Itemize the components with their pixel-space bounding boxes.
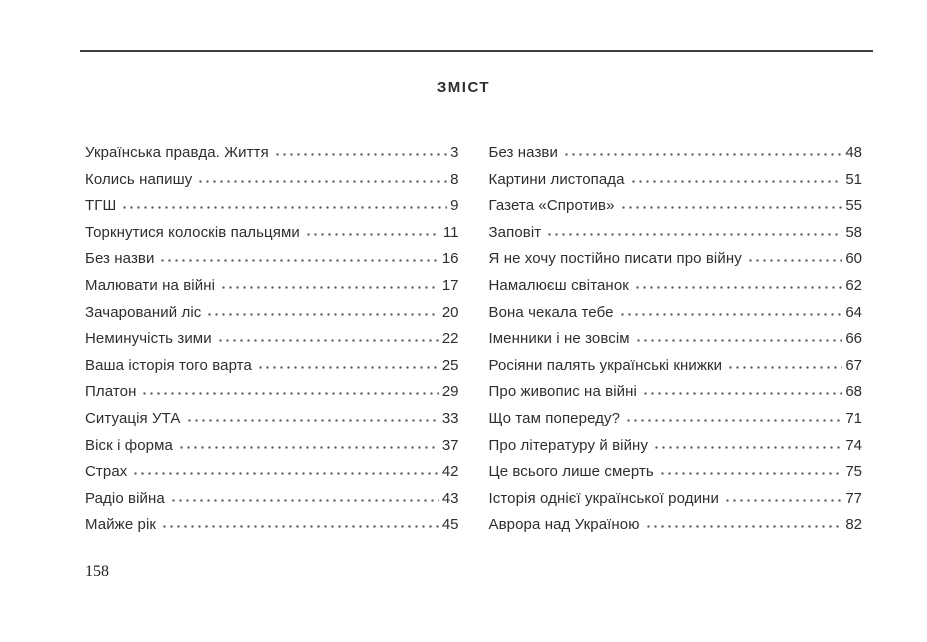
toc-entry-page: 55 <box>845 197 862 215</box>
toc-entry-page: 37 <box>441 436 459 454</box>
toc-entry-title: Малювати на війні <box>85 276 216 294</box>
dot-leader <box>159 258 438 263</box>
toc-entry-page: 3 <box>450 144 459 161</box>
toc-entry-page: 67 <box>845 356 862 374</box>
toc-entry-title: Заповіт <box>488 223 542 241</box>
dot-leader <box>653 445 842 450</box>
toc-entry <box>85 353 459 380</box>
toc-entry-page: 68 <box>845 383 862 401</box>
toc-entry <box>489 486 863 513</box>
dot-leader <box>206 312 438 317</box>
toc-entry-title: Неминучість зими <box>85 330 212 348</box>
toc-entry-title: Без назви <box>85 250 155 268</box>
toc-entry-title: Намалюєш світанок <box>488 276 629 294</box>
toc-entry-title: Ваша історія того варта <box>85 356 252 374</box>
toc-entry-title: Колись напишу <box>85 170 193 188</box>
toc-entry-title: Віск і форма <box>85 436 173 454</box>
dot-leader <box>635 338 843 343</box>
toc-entry-page: 11 <box>442 223 459 241</box>
toc-column-left <box>85 140 459 539</box>
toc-entry <box>85 246 459 273</box>
toc-entry <box>489 379 863 406</box>
dot-leader <box>274 152 447 157</box>
dot-leader <box>645 524 843 529</box>
dot-leader <box>659 471 842 476</box>
toc-entry-title: Без назви <box>488 144 558 161</box>
toc-entry <box>85 193 459 220</box>
toc-column-right <box>489 140 863 539</box>
toc-entry-title: Про літературу й війну <box>488 436 649 454</box>
toc-entry <box>489 300 863 327</box>
toc-entry-page: 16 <box>441 250 459 268</box>
dot-leader <box>121 205 447 210</box>
toc-entry-page: 64 <box>845 303 862 321</box>
toc-entry-title: Платон <box>85 383 137 401</box>
toc-entry-page: 62 <box>845 276 862 294</box>
toc-entry <box>85 167 459 194</box>
toc-entry <box>85 326 459 353</box>
toc-entry-title: Що там попереду? <box>488 409 621 427</box>
toc-entry <box>85 300 459 327</box>
toc-entry-page: 77 <box>845 489 862 507</box>
toc-entry <box>489 512 863 539</box>
toc-entry-title: Радіо війна <box>85 489 165 507</box>
page-title: ЗМІСТ <box>436 79 491 96</box>
toc-entry <box>85 406 459 433</box>
dot-leader <box>178 445 439 450</box>
toc-entry-title: Аврора над Україною <box>488 516 640 534</box>
toc-entry-page: 45 <box>441 516 459 534</box>
toc-entry-title: Я не хочу постійно писати про війну <box>488 250 742 268</box>
toc-entry-page: 82 <box>845 516 862 534</box>
toc-entry-page: 43 <box>441 489 459 507</box>
toc-entry <box>489 433 863 460</box>
toc-entry-title: Газета «Спротив» <box>488 197 615 215</box>
toc-entry-page: 9 <box>450 197 459 215</box>
toc-entry-title: Історія однієї української родини <box>488 489 719 507</box>
toc-entry-page: 66 <box>845 330 862 348</box>
toc-entry-title: Українська правда. Життя <box>85 144 269 161</box>
toc-columns <box>85 140 862 539</box>
toc-entry <box>489 273 863 300</box>
toc-entry <box>489 246 863 273</box>
toc-entry <box>85 459 459 486</box>
toc-entry-page: 33 <box>441 409 459 427</box>
toc-entry-title: Це всього лише смерть <box>488 463 654 481</box>
toc-entry-title: ТГШ <box>85 197 117 215</box>
dot-leader <box>630 179 843 184</box>
toc-entry <box>85 486 459 513</box>
dot-leader <box>217 338 439 343</box>
toc-entry <box>85 379 459 406</box>
toc-entry-page: 60 <box>845 250 862 268</box>
dot-leader <box>186 418 439 423</box>
toc-entry <box>489 326 863 353</box>
toc-entry-page: 22 <box>441 330 459 348</box>
dot-leader <box>625 418 842 423</box>
dot-leader <box>620 205 843 210</box>
dot-leader <box>642 391 842 396</box>
toc-entry <box>85 273 459 300</box>
toc-entry <box>85 140 459 167</box>
toc-entry <box>489 167 863 194</box>
toc-entry-title: Зачарований ліс <box>85 303 202 321</box>
dot-leader <box>161 524 439 529</box>
dot-leader <box>563 152 842 157</box>
toc-entry-page: 75 <box>845 463 862 481</box>
toc-entry <box>489 353 863 380</box>
dot-leader <box>132 471 438 476</box>
toc-entry <box>489 459 863 486</box>
toc-entry <box>85 433 459 460</box>
toc-entry-title: Вона чекала тебе <box>488 303 614 321</box>
toc-entry <box>489 406 863 433</box>
toc-entry-page: 25 <box>441 356 459 374</box>
toc-entry-page: 8 <box>450 170 459 188</box>
toc-entry-page: 20 <box>441 303 459 321</box>
dot-leader <box>170 498 439 503</box>
dot-leader <box>634 285 842 290</box>
toc-entry-page: 74 <box>845 436 862 454</box>
dot-leader <box>257 365 439 370</box>
toc-entry-page: 71 <box>845 409 862 427</box>
dot-leader <box>727 365 842 370</box>
toc-entry <box>85 220 459 247</box>
dot-leader <box>724 498 842 503</box>
toc-entry-title: Іменники і не зовсім <box>488 330 630 348</box>
page-number: 158 <box>85 563 109 580</box>
toc-entry <box>489 220 863 247</box>
dot-leader <box>305 232 440 237</box>
toc-entry-page: 51 <box>845 170 862 188</box>
dot-leader <box>546 232 842 237</box>
toc-entry-page: 17 <box>441 276 459 294</box>
dot-leader <box>747 258 842 263</box>
toc-entry-title: Торкнутися колосків пальцями <box>85 223 300 241</box>
dot-leader <box>619 312 843 317</box>
toc-entry-title: Росіяни палять українські книжки <box>488 356 723 374</box>
toc-entry-title: Страх <box>85 463 128 481</box>
dot-leader <box>141 391 438 396</box>
toc-entry-title: Про живопис на війні <box>488 383 637 401</box>
toc-entry-title: Майже рік <box>85 516 157 534</box>
toc-entry-page: 48 <box>845 144 862 161</box>
toc-entry <box>85 512 459 539</box>
header-rule <box>80 50 873 52</box>
dot-leader <box>197 179 447 184</box>
dot-leader <box>220 285 439 290</box>
toc-entry-page: 58 <box>845 223 862 241</box>
toc-entry-title: Картини листопада <box>488 170 625 188</box>
toc-entry-page: 42 <box>441 463 459 481</box>
toc-entry-title: Ситуація УТА <box>85 409 181 427</box>
toc-entry <box>489 193 863 220</box>
toc-entry-page: 29 <box>441 383 459 401</box>
toc-entry <box>489 140 863 167</box>
